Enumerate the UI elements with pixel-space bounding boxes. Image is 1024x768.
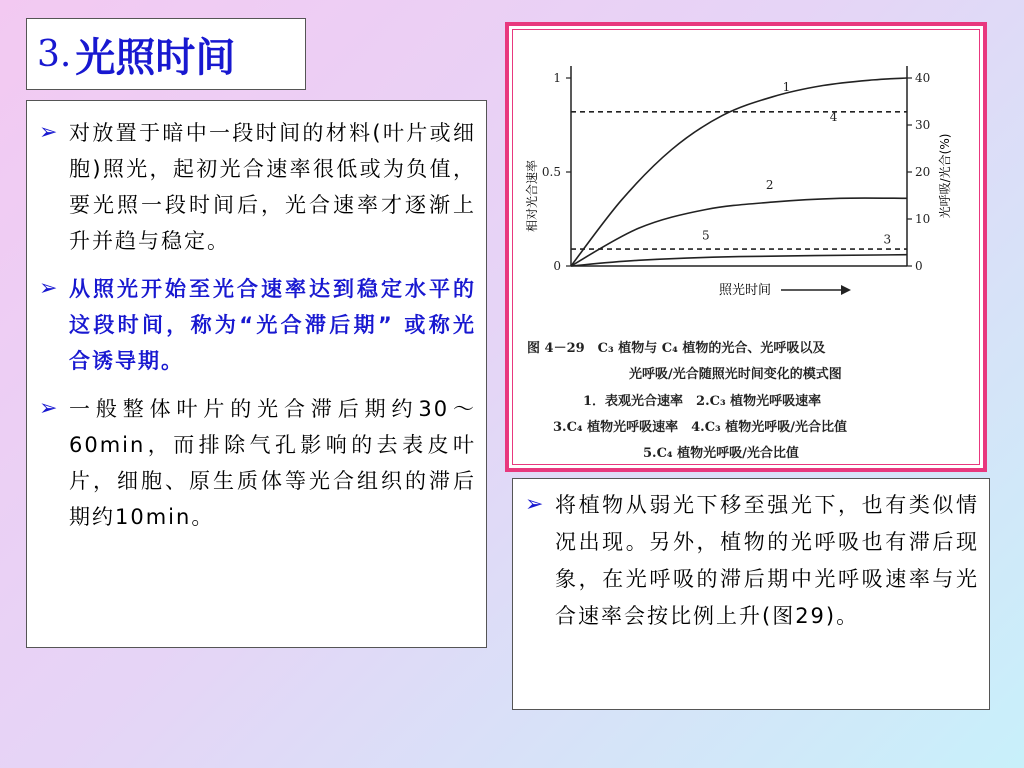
y2-tick-label: 20: [915, 165, 931, 179]
arrow-bullet-icon: ➢: [525, 492, 544, 517]
bullet-item: [525, 487, 979, 635]
series-line-1: [571, 78, 907, 266]
quote-open: “: [239, 313, 256, 337]
arrow-bullet-icon: ➢: [39, 120, 58, 145]
term-lag-phase: 光合滞后期: [255, 313, 378, 337]
caption-line: 5.C₄ 植物光呼吸/光合比值: [643, 446, 799, 461]
bullet-item: [39, 391, 476, 535]
slide-title: [26, 18, 306, 90]
bullet-item: [39, 115, 476, 259]
series-line-5: [571, 255, 907, 266]
right-text-box: [512, 478, 990, 710]
bullet-text: 一般整体叶片的光合滞后期约30～60min，而排除气孔影响的去表皮叶片，细胞、原生质体等光合组织的滞后期约10min。: [69, 397, 476, 529]
end-punct: 。: [161, 349, 184, 373]
y-tick-label: 0: [553, 259, 561, 273]
bullet-text-definition: [69, 271, 476, 379]
or-called-text: 或称: [393, 313, 454, 337]
y2-tick-label: 30: [915, 118, 931, 132]
definition-text: 从照光开始至光合速率达到稳定水平的这段时间，称为: [69, 277, 476, 337]
series-label-5: 5: [702, 228, 710, 243]
caption-line: 3.C₄ 植物光呼吸速率 4.C₃ 植物光呼吸/光合比值: [553, 420, 848, 435]
bullet-text: 将植物从弱光下移至强光下，也有类似情况出现。另外，植物的光呼吸也有滞后现象，在光呼吸的滞后期中光呼吸速率与光合速率会按比例上升(图29)。: [555, 493, 979, 628]
caption-line: 光呼吸/光合随照光时间变化的模式图: [629, 367, 842, 382]
title-text: 光照时间: [75, 34, 236, 81]
y2-tick-label: 40: [915, 71, 931, 85]
y2-axis-label: 光呼吸/光合(%): [938, 133, 952, 219]
series-label-3: 3: [883, 232, 892, 247]
y-tick-label: 1: [553, 71, 561, 85]
bullet-item: [39, 271, 476, 379]
arrow-bullet-icon: ➢: [39, 276, 58, 301]
bullet-text: 对放置于暗中一段时间的材料(叶片或细胞)照光，起初光合速率很低或为负值，要光照一段时间后，光合速率才逐渐上升并趋与稳定。: [69, 121, 476, 253]
y-axis-label: 相对光合速率: [525, 159, 539, 233]
caption-line: 图 4－29 C₃ 植物与 C₄ 植物的光合、光呼吸以及: [527, 341, 826, 356]
title-number: 3.: [37, 33, 72, 75]
arrow-bullet-icon: ➢: [39, 396, 58, 421]
figure-panel: [505, 22, 987, 472]
term-induction-phase: 光合诱导期: [69, 313, 477, 373]
y-tick-label: 0.5: [541, 165, 561, 179]
quote-close: ”: [377, 313, 394, 337]
x-axis-label: 照光时间: [718, 283, 771, 298]
left-text-box: [26, 100, 487, 648]
x-axis-arrow: [781, 285, 851, 295]
y2-tick-label: 0: [915, 259, 923, 273]
caption-line: 1．表观光合速率 2.C₃ 植物光呼吸速率: [583, 394, 822, 409]
series-label-1: 1: [782, 80, 791, 95]
y2-tick-label: 10: [915, 212, 931, 226]
series-label-4: 4: [829, 110, 838, 125]
series-label-2: 2: [765, 177, 774, 192]
